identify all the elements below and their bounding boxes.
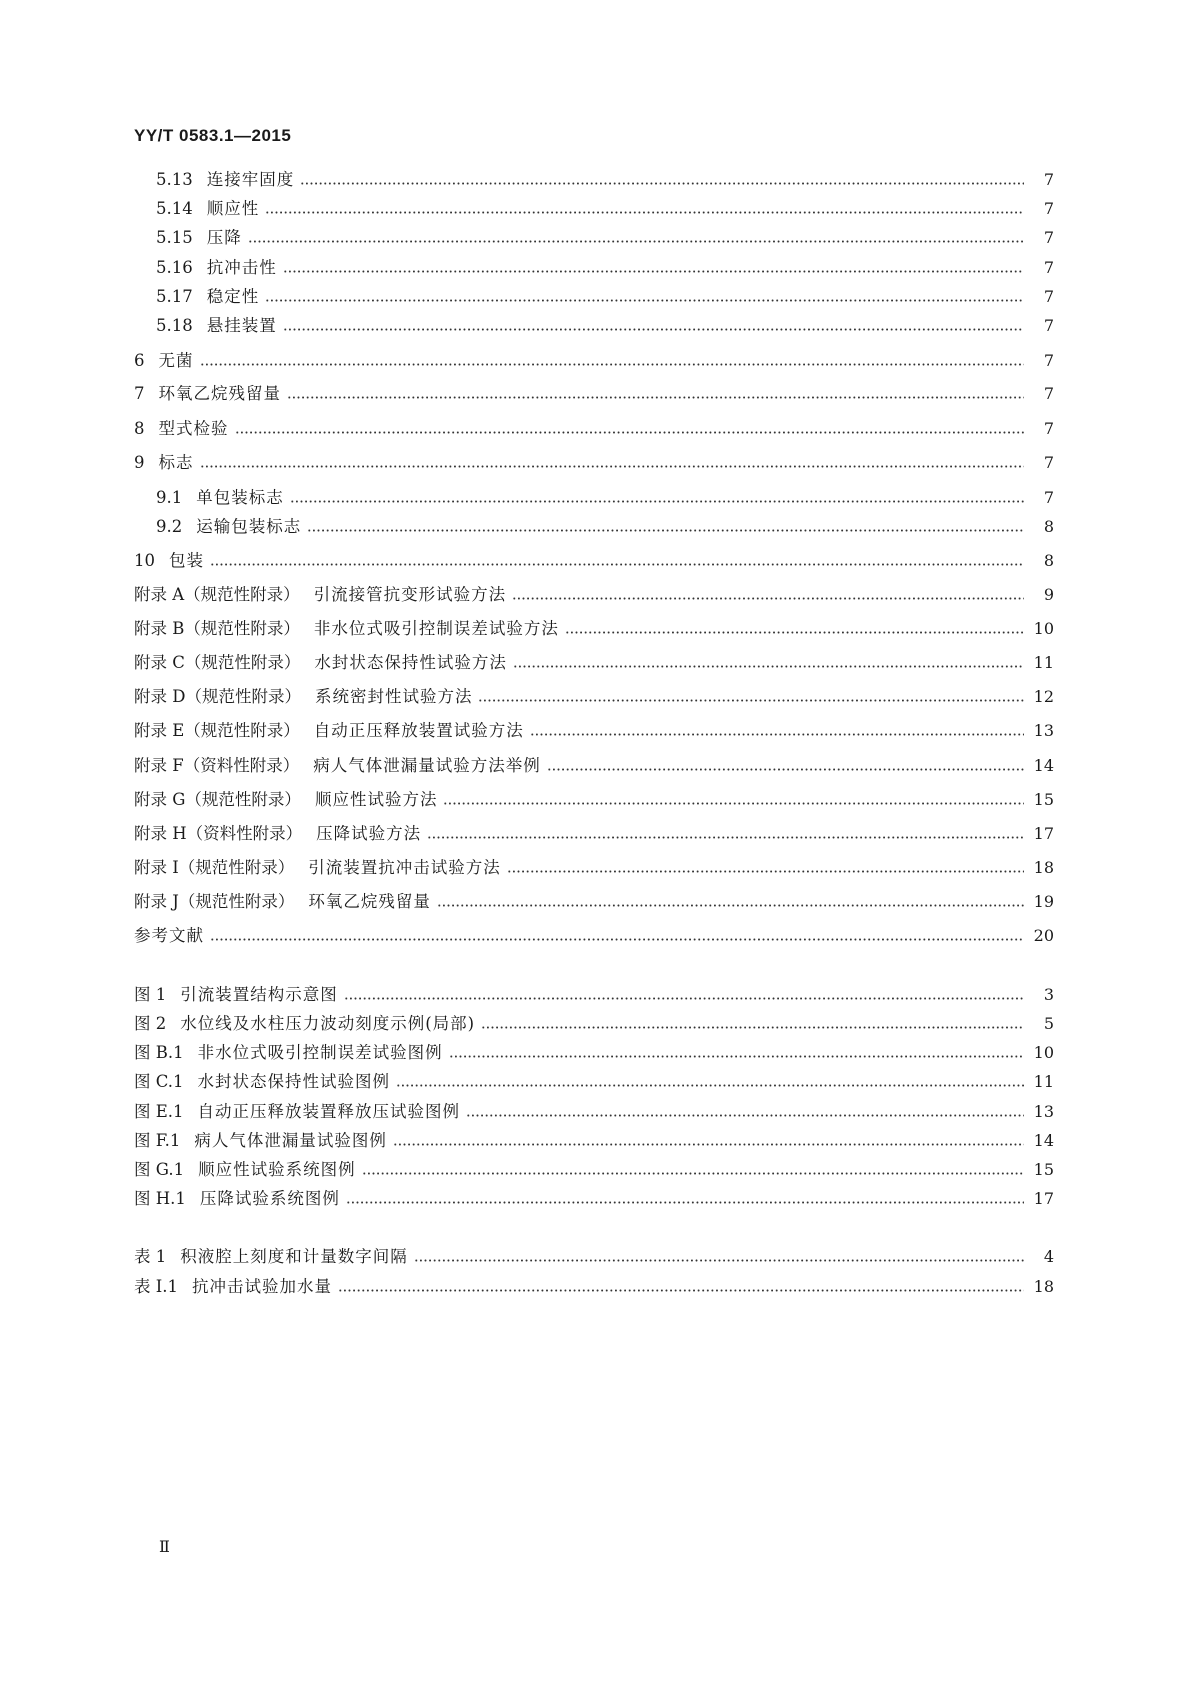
entry-page: 8 xyxy=(1043,551,1054,570)
dot-leader xyxy=(512,596,1024,601)
toc-entry[interactable] xyxy=(134,685,1054,709)
entry-page: 11 xyxy=(1033,653,1054,672)
dot-leader xyxy=(265,298,1024,303)
toc-entry[interactable] xyxy=(134,754,1054,778)
entry-page: 7 xyxy=(1043,488,1054,507)
toc-entry[interactable] xyxy=(134,1070,1054,1094)
entry-page: 7 xyxy=(1043,384,1054,403)
entry-number: 图 2 xyxy=(134,1014,167,1033)
entry-page: 7 xyxy=(1043,287,1054,306)
entry-title: 单包装标志 xyxy=(196,488,284,507)
entry-number: 附录 B（规范性附录） xyxy=(134,619,300,638)
entry-number: 5.18 xyxy=(156,316,193,335)
entry-page: 18 xyxy=(1033,1277,1054,1296)
entry-title: 抗冲击性 xyxy=(206,258,277,277)
entry-page: 17 xyxy=(1033,824,1054,843)
dot-leader xyxy=(235,430,1025,435)
dot-leader xyxy=(547,767,1024,772)
entry-page: 7 xyxy=(1043,199,1054,218)
dot-leader xyxy=(265,210,1024,215)
entry-number: 附录 F（资料性附录） xyxy=(134,756,300,775)
entry-number: 附录 A（规范性附录） xyxy=(134,585,300,604)
entry-title: 非水位式吸引控制误差试验图例 xyxy=(197,1043,443,1062)
entry-number: 图 C.1 xyxy=(134,1072,184,1091)
dot-leader xyxy=(290,499,1024,504)
entry-page: 13 xyxy=(1033,721,1054,740)
dot-leader xyxy=(393,1142,1024,1147)
dot-leader xyxy=(481,1025,1024,1030)
entry-title: 病人气体泄漏量试验方法举例 xyxy=(313,756,541,775)
toc-entry[interactable] xyxy=(134,856,1054,880)
entry-number: 表 1 xyxy=(134,1247,167,1266)
entry-page: 19 xyxy=(1033,892,1054,911)
entry-page: 7 xyxy=(1043,170,1054,189)
entry-title: 顺应性 xyxy=(206,199,260,218)
entry-title: 系统密封性试验方法 xyxy=(314,687,473,706)
entry-title: 顺应性试验系统图例 xyxy=(198,1160,356,1179)
dot-leader xyxy=(248,239,1024,244)
dot-leader xyxy=(283,327,1024,332)
toc-entry[interactable] xyxy=(156,285,1054,309)
entry-page: 14 xyxy=(1033,1131,1054,1150)
toc-entry[interactable] xyxy=(134,822,1054,846)
dot-leader xyxy=(565,630,1024,635)
entry-number: 9 xyxy=(134,453,145,472)
toc-entry[interactable] xyxy=(156,256,1054,280)
toc-entry[interactable] xyxy=(134,719,1054,743)
entry-title: 压降试验系统图例 xyxy=(199,1189,340,1208)
entry-number: 5.14 xyxy=(156,199,193,218)
dot-leader xyxy=(513,664,1024,669)
entry-number: 9.2 xyxy=(156,517,183,536)
entry-number: 附录 J（规范性附录） xyxy=(134,892,295,911)
entry-page: 9 xyxy=(1043,585,1054,604)
entry-number: 5.13 xyxy=(156,170,193,189)
dot-leader xyxy=(437,903,1024,908)
entry-page: 3 xyxy=(1043,985,1054,1004)
toc-entry[interactable] xyxy=(134,417,1054,441)
entry-title: 稳定性 xyxy=(206,287,260,306)
entry-page: 12 xyxy=(1033,687,1054,706)
entry-number: 图 H.1 xyxy=(134,1189,186,1208)
entry-page: 17 xyxy=(1033,1189,1054,1208)
toc-entry[interactable] xyxy=(134,1275,1054,1299)
toc-entry[interactable] xyxy=(134,924,1054,948)
entry-title: 环氧乙烷残留量 xyxy=(158,384,281,403)
entry-page: 13 xyxy=(1033,1102,1054,1121)
toc-entry[interactable] xyxy=(156,226,1054,250)
entry-number: 图 B.1 xyxy=(134,1043,184,1062)
entry-title: 抗冲击试验加水量 xyxy=(192,1277,333,1296)
entry-page: 14 xyxy=(1033,756,1054,775)
entry-title: 环氧乙烷残留量 xyxy=(308,892,431,911)
entry-page: 7 xyxy=(1043,419,1054,438)
toc-entry[interactable] xyxy=(134,1129,1054,1153)
entry-title: 引流装置结构示意图 xyxy=(180,985,338,1004)
entry-number: 6 xyxy=(134,351,145,370)
entry-number: 图 F.1 xyxy=(134,1131,181,1150)
entry-number: 附录 C（规范性附录） xyxy=(134,653,301,672)
entry-page: 20 xyxy=(1033,926,1054,945)
entry-number: 表 I.1 xyxy=(134,1277,179,1296)
entry-page: 7 xyxy=(1043,351,1054,370)
entry-page: 8 xyxy=(1043,517,1054,536)
page-number: Ⅱ xyxy=(159,1537,170,1556)
dot-leader xyxy=(200,464,1025,469)
entry-number: 图 G.1 xyxy=(134,1160,185,1179)
entry-page: 5 xyxy=(1043,1014,1054,1033)
entry-number: 附录 I（规范性附录） xyxy=(134,858,295,877)
dot-leader xyxy=(300,181,1024,186)
toc-entry[interactable] xyxy=(134,382,1054,406)
dot-leader xyxy=(287,395,1024,400)
entry-number: 5.15 xyxy=(156,228,193,247)
entry-page: 4 xyxy=(1043,1247,1054,1266)
dot-leader xyxy=(507,869,1024,874)
entry-title: 运输包装标志 xyxy=(196,517,302,536)
entry-title: 引流装置抗冲击试验方法 xyxy=(308,858,501,877)
toc-entry[interactable] xyxy=(134,583,1054,607)
dot-leader xyxy=(530,732,1024,737)
entry-number: 附录 E（规范性附录） xyxy=(134,721,300,740)
entry-title: 水封状态保持性试验图例 xyxy=(197,1072,391,1091)
entry-page: 10 xyxy=(1033,619,1054,638)
entry-title: 悬挂装置 xyxy=(206,316,277,335)
dot-leader xyxy=(283,269,1024,274)
entry-title: 参考文献 xyxy=(134,926,204,945)
entry-page: 18 xyxy=(1033,858,1054,877)
entry-title: 型式检验 xyxy=(158,419,229,438)
entry-page: 15 xyxy=(1033,1160,1054,1179)
entry-number: 图 E.1 xyxy=(134,1102,184,1121)
dot-leader xyxy=(344,996,1024,1001)
toc-entry[interactable] xyxy=(134,349,1054,373)
toc-entry[interactable] xyxy=(134,788,1054,812)
toc-entry[interactable] xyxy=(134,1245,1054,1269)
entry-title: 包装 xyxy=(169,551,204,570)
toc-entry[interactable] xyxy=(156,515,1054,539)
entry-number: 附录 D（规范性附录） xyxy=(134,687,301,706)
entry-page: 7 xyxy=(1043,316,1054,335)
toc-entry[interactable] xyxy=(134,549,1054,573)
toc-entry[interactable] xyxy=(156,168,1054,192)
entry-number: 5.17 xyxy=(156,287,193,306)
entry-number: 9.1 xyxy=(156,488,183,507)
entry-page: 10 xyxy=(1033,1043,1054,1062)
entry-page: 7 xyxy=(1043,228,1054,247)
toc-entry[interactable] xyxy=(134,1012,1054,1036)
toc-entry[interactable] xyxy=(134,1100,1054,1124)
toc-entry[interactable] xyxy=(134,1041,1054,1065)
entry-number: 附录 H（资料性附录） xyxy=(134,824,303,843)
entry-title: 水位线及水柱压力波动刻度示例(局部) xyxy=(180,1014,476,1033)
dot-leader xyxy=(210,562,1024,567)
entry-number: 7 xyxy=(134,384,145,403)
entry-title: 水封状态保持性试验方法 xyxy=(314,653,507,672)
toc-entry[interactable] xyxy=(134,1158,1054,1182)
entry-number: 10 xyxy=(134,551,155,570)
entry-number: 8 xyxy=(134,419,145,438)
dot-leader xyxy=(427,835,1024,840)
toc-entry[interactable] xyxy=(134,451,1054,475)
dot-leader xyxy=(478,698,1024,703)
entry-title: 自动正压释放装置释放压试验图例 xyxy=(197,1102,461,1121)
entry-title: 标志 xyxy=(158,453,194,472)
toc-entry[interactable] xyxy=(134,651,1054,675)
toc-entry[interactable] xyxy=(156,486,1054,510)
entry-title: 顺应性试验方法 xyxy=(314,790,438,809)
dot-leader xyxy=(307,528,1024,533)
document-id: YY/T 0583.1—2015 xyxy=(134,126,292,145)
entry-title: 病人气体泄漏量试验图例 xyxy=(194,1131,387,1150)
entry-title: 连接牢固度 xyxy=(206,170,295,189)
entry-title: 自动正压释放装置试验方法 xyxy=(313,721,524,740)
entry-title: 引流接管抗变形试验方法 xyxy=(313,585,507,604)
dot-leader xyxy=(338,1288,1024,1293)
entry-title: 无菌 xyxy=(158,351,194,370)
dot-leader xyxy=(362,1171,1024,1176)
dot-leader xyxy=(414,1258,1024,1263)
dot-leader xyxy=(443,801,1024,806)
toc-entry[interactable] xyxy=(156,197,1054,221)
entry-title: 非水位式吸引控制误差试验方法 xyxy=(313,619,559,638)
entry-title: 压降 xyxy=(206,228,242,247)
entry-page: 7 xyxy=(1043,258,1054,277)
toc-entry[interactable] xyxy=(134,1187,1054,1211)
entry-title: 压降试验方法 xyxy=(316,824,422,843)
toc-entry[interactable] xyxy=(134,617,1054,641)
dot-leader xyxy=(200,362,1025,367)
entry-number: 5.16 xyxy=(156,258,193,277)
dot-leader xyxy=(346,1200,1024,1205)
dot-leader xyxy=(210,937,1024,942)
dot-leader xyxy=(449,1054,1024,1059)
dot-leader xyxy=(396,1083,1024,1088)
entry-page: 15 xyxy=(1033,790,1054,809)
entry-number: 图 1 xyxy=(134,985,167,1004)
entry-title: 积液腔上刻度和计量数字间隔 xyxy=(180,1247,408,1266)
entry-page: 7 xyxy=(1043,453,1054,472)
toc-entry[interactable] xyxy=(156,314,1054,338)
entry-page: 11 xyxy=(1033,1072,1054,1091)
toc-entry[interactable] xyxy=(134,890,1054,914)
entry-number: 附录 G（规范性附录） xyxy=(134,790,301,809)
dot-leader xyxy=(466,1113,1024,1118)
toc-entry[interactable] xyxy=(134,983,1054,1007)
